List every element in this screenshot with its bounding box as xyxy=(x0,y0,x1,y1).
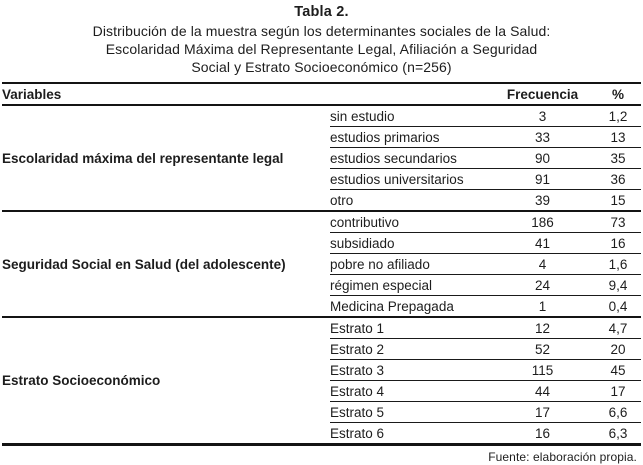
frequency-cell: 3 xyxy=(490,105,595,127)
frequency-cell: 1 xyxy=(490,296,595,318)
percent-cell: 13 xyxy=(595,127,641,148)
frequency-cell: 24 xyxy=(490,275,595,296)
category-cell: pobre no afiliado xyxy=(330,254,490,275)
data-table xyxy=(2,82,641,446)
table-row xyxy=(2,211,641,233)
category-cell: Estrato 6 xyxy=(330,423,490,445)
table-row xyxy=(2,317,641,339)
source-note: Fuente: elaboración propia. xyxy=(488,450,637,464)
category-cell: subsidiado xyxy=(330,233,490,254)
percent-cell: 0,4 xyxy=(595,296,641,318)
percent-cell: 17 xyxy=(595,381,641,402)
category-cell: régimen especial xyxy=(330,275,490,296)
column-header-variables: Variables xyxy=(2,83,490,105)
percent-cell: 36 xyxy=(595,169,641,190)
percent-cell: 9,4 xyxy=(595,275,641,296)
table-title-line: Social y Estrato Socioeconómico (n=256) xyxy=(191,59,452,75)
table-row xyxy=(2,105,641,127)
table-header-row xyxy=(2,83,641,105)
category-cell: Estrato 3 xyxy=(330,360,490,381)
percent-cell: 1,2 xyxy=(595,105,641,127)
percent-cell: 20 xyxy=(595,339,641,360)
table-number: Tabla 2. xyxy=(294,4,349,20)
group-label-estrato: Estrato Socioeconómico xyxy=(2,317,330,445)
frequency-cell: 12 xyxy=(490,317,595,339)
category-cell: Estrato 5 xyxy=(330,402,490,423)
percent-cell: 6,3 xyxy=(595,423,641,445)
table-caption xyxy=(2,3,641,76)
table-title-line: Escolaridad Máxima del Representante Legal, Afiliación a Seguridad xyxy=(105,41,538,57)
frequency-cell: 115 xyxy=(490,360,595,381)
frequency-cell: 17 xyxy=(490,402,595,423)
percent-cell: 6,6 xyxy=(595,402,641,423)
percent-cell: 16 xyxy=(595,233,641,254)
frequency-cell: 44 xyxy=(490,381,595,402)
group-label-seguridad-social: Seguridad Social en Salud (del adolescente) xyxy=(2,211,330,317)
frequency-cell: 33 xyxy=(490,127,595,148)
frequency-cell: 52 xyxy=(490,339,595,360)
frequency-cell: 16 xyxy=(490,423,595,445)
frequency-cell: 39 xyxy=(490,190,595,212)
percent-cell: 4,7 xyxy=(595,317,641,339)
category-cell: estudios secundarios xyxy=(330,148,490,169)
percent-cell: 15 xyxy=(595,190,641,212)
frequency-cell: 186 xyxy=(490,211,595,233)
category-cell: sin estudio xyxy=(330,105,490,127)
percent-cell: 1,6 xyxy=(595,254,641,275)
category-cell: Estrato 4 xyxy=(330,381,490,402)
category-cell: estudios primarios xyxy=(330,127,490,148)
group-label-escolaridad: Escolaridad máxima del representante legal xyxy=(2,105,330,211)
category-cell: contributivo xyxy=(330,211,490,233)
frequency-cell: 4 xyxy=(490,254,595,275)
category-cell: Estrato 1 xyxy=(330,317,490,339)
percent-cell: 35 xyxy=(595,148,641,169)
column-header-percent: % xyxy=(595,83,641,105)
frequency-cell: 90 xyxy=(490,148,595,169)
category-cell: Medicina Prepagada xyxy=(330,296,490,318)
table-title-line: Distribución de la muestra según los determinantes sociales de la Salud: xyxy=(92,23,551,39)
category-cell: Estrato 2 xyxy=(330,339,490,360)
category-cell: otro xyxy=(330,190,490,212)
category-cell: estudios universitarios xyxy=(330,169,490,190)
percent-cell: 73 xyxy=(595,211,641,233)
frequency-cell: 91 xyxy=(490,169,595,190)
column-header-frecuencia: Frecuencia xyxy=(490,83,595,105)
percent-cell: 45 xyxy=(595,360,641,381)
frequency-cell: 41 xyxy=(490,233,595,254)
